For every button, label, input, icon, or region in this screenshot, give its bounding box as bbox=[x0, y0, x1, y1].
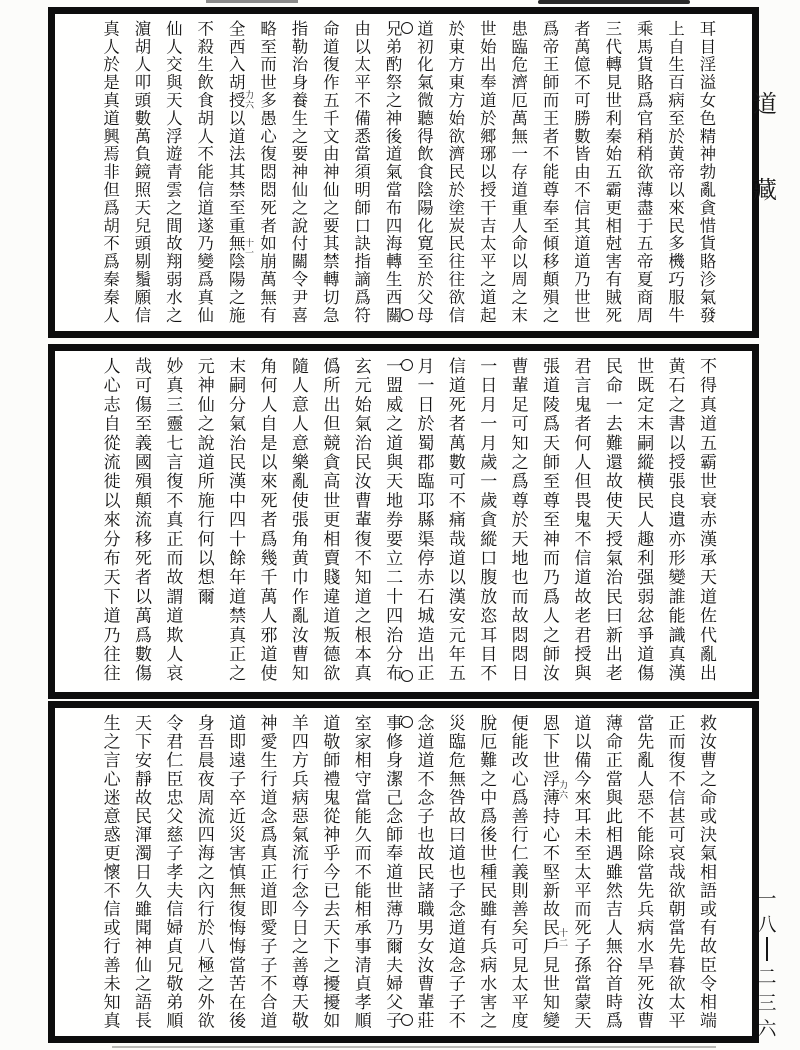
volume-page-char: 六 bbox=[757, 1017, 777, 1040]
text-column: 事修身潔己念師奉道世薄乃爾夫婦父子 bbox=[382, 714, 403, 1031]
text-column: 君言鬼者何人但畏鬼不信道故老君授與 bbox=[570, 357, 591, 684]
text-column: 耳目淫溢女色精神勃亂貪惜貨賂沴氣發 bbox=[697, 20, 716, 325]
text-column: 哉可傷至義國殞顛流移死者以萬爲數傷 bbox=[130, 357, 151, 684]
text-column: 曹輩足可知之爲尊於天地也而故悶悶日 bbox=[507, 357, 528, 684]
text-band-middle bbox=[48, 344, 759, 699]
text-column: 災臨危無咎故曰道也子念道道念子子不 bbox=[444, 714, 465, 1031]
text-column: 一盟威之道與天地券要立二十四治分布 bbox=[382, 357, 403, 684]
text-columns bbox=[55, 351, 752, 692]
text-column: 恩下世浮薄持心不堅新故民戶見世知變 bbox=[539, 714, 560, 1031]
text-column: 羊四方兵病惡氣流行念今日之善尊天敬 bbox=[287, 714, 308, 1031]
text-column: 道敬師禮鬼從神乎今已去天下之擾擾如 bbox=[319, 714, 340, 1031]
text-column: 不殺生飲食胡人不能信道遂乃變爲真仙 bbox=[194, 20, 214, 325]
scan-artifact-top-2 bbox=[206, 0, 298, 3]
text-column: 黄石之書以授張良遺亦形變誰能識真漢 bbox=[664, 357, 685, 684]
folio-side-note: 十一 bbox=[243, 238, 253, 258]
text-column: 道初化氣微聽得飲食陰陽化寛至於父母 bbox=[414, 20, 434, 325]
text-column: 妙真三靈七言復不真正而故謂道欺人哀 bbox=[162, 357, 183, 684]
folio-break-circle bbox=[401, 359, 413, 371]
folio-break-circle bbox=[401, 22, 413, 34]
folio-side-note: 力六 bbox=[243, 90, 253, 110]
text-column: 患臨危濟厄萬無一存道重人命以周之末 bbox=[508, 20, 528, 325]
text-column: 仙人交與天人浮遊青雲之間故翔弱水之 bbox=[163, 20, 183, 325]
text-column: 救汝曹之命或決氣相語或有故臣令相端 bbox=[696, 714, 716, 1031]
text-column: 於東方東方始欲濟民於塗炭民往往欲信 bbox=[445, 20, 465, 325]
text-column: 道以備今來耳未至太平而死子孫當蒙天 bbox=[570, 714, 591, 1031]
scan-artifact-top bbox=[538, 0, 690, 4]
text-column: 道即遠子卒近災害慎無復悔悔當苦在後 bbox=[225, 714, 246, 1031]
text-column: 上自生百病至於黄帝以來民多機巧服牛 bbox=[665, 20, 685, 325]
text-band-top bbox=[48, 7, 759, 338]
margin-label-zang: 藏 bbox=[753, 176, 777, 204]
volume-page-dash bbox=[766, 936, 769, 962]
text-column: 玄元始氣治民汝曹輩復不知道之根本真 bbox=[350, 357, 371, 684]
text-column: 末嗣分氣治民漢中四十餘年道禁真正之 bbox=[225, 357, 246, 684]
text-column: 薄命正當與此相遇雖然吉人無谷首時爲 bbox=[601, 714, 622, 1031]
text-column: 全西入胡授以道法其禁至重無陰陽之施 bbox=[226, 20, 246, 325]
text-column: 民命一去難還故使天授氣治民曰新出老 bbox=[601, 357, 622, 684]
margin-label-dao: 道 bbox=[753, 90, 777, 118]
text-column: 略至而世多愚心復悶悶死者如崩萬無有 bbox=[257, 20, 277, 325]
text-column: 由以太平不備悉當須明師口訣指謫爲符 bbox=[351, 20, 371, 325]
text-column: 生之言心迷意惑更懷不信或行善未知真 bbox=[99, 714, 120, 1031]
volume-page-number bbox=[752, 884, 782, 1040]
text-columns bbox=[55, 14, 752, 331]
text-column: 濵胡人叩頭數萬負鏡照天兒頭剔鬚願信 bbox=[131, 20, 151, 325]
text-column: 兄弟酌祭之神後道氣當布四海轉生西關 bbox=[383, 20, 403, 325]
text-column: 真人於是真道興焉非但爲胡不爲秦秦人 bbox=[100, 20, 120, 325]
folio-side-note: 十二 bbox=[557, 928, 567, 948]
text-column: 人心志自從流徙以來分布天下道乃往往 bbox=[99, 357, 120, 684]
volume-page-char: 三 bbox=[757, 991, 777, 1014]
volume-page-char: 八 bbox=[757, 913, 777, 936]
folio-break-circle bbox=[401, 1014, 413, 1026]
text-column: 張道陵爲天師至尊至神而乃爲人之師汝 bbox=[539, 357, 560, 684]
volume-page-char: 一 bbox=[757, 887, 777, 910]
text-column: 天下安靜故民渾濁日久雖聞神仙之語長 bbox=[130, 714, 151, 1031]
text-column: 月一日於蜀郡臨邛縣渠停赤石城造出正 bbox=[413, 357, 434, 684]
folio-side-note: 力六 bbox=[557, 780, 567, 800]
text-column: 正而復不信甚可哀哉欲朝當先暮欲太平 bbox=[664, 714, 685, 1031]
text-band-bottom bbox=[48, 701, 759, 1043]
text-column: 一日月一月歲一歲貪縱口腹放恣耳目不 bbox=[476, 357, 497, 684]
text-column: 僞所出但競貪高世更相賣賤違道叛德欲 bbox=[319, 357, 340, 684]
text-column: 三代轉見世利秦始五霸更相尅害有賊死 bbox=[602, 20, 622, 325]
text-column: 爲帝王師而王者不能尊奉至傾移顛殞之 bbox=[540, 20, 560, 325]
text-column: 元神仙之說道所施行何以想爾 bbox=[193, 357, 214, 607]
text-column: 不得真道五霸世衰赤漢承天道佐代亂出 bbox=[696, 357, 716, 684]
volume-page-char: 二 bbox=[757, 965, 777, 988]
text-column: 便能改心爲善行仁義則善矣可見太平度 bbox=[507, 714, 528, 1031]
text-column: 乘馬貨賂爲官稍稍欲薄盡于五帝夏商周 bbox=[634, 20, 654, 325]
text-column: 者萬億不可勝數皆由不信其道道乃世世 bbox=[571, 20, 591, 325]
scan-artifact-bottom-edge bbox=[112, 1046, 716, 1048]
text-column: 令君仁臣忠父慈子孝夫信婦貞兄敬弟順 bbox=[162, 714, 183, 1031]
text-column: 世始出奉道於郷琊以授干吉太平之道起 bbox=[477, 20, 497, 325]
text-column: 角何人自是以來死者爲幾千萬人邪道使 bbox=[256, 357, 277, 684]
text-column: 命道復作五千文由神仙之要其禁轉切急 bbox=[320, 20, 340, 325]
folio-break-circle bbox=[401, 309, 413, 321]
folio-break-circle bbox=[401, 716, 413, 728]
text-column: 當先亂人惡不能除當先兵病水旱死汝曹 bbox=[633, 714, 654, 1031]
text-column: 神愛生行道念爲真正道即愛子子不合道 bbox=[256, 714, 277, 1031]
text-columns bbox=[55, 708, 752, 1036]
text-column: 室家相守當能久而不能相承事清貞孝順 bbox=[350, 714, 371, 1031]
text-column: 指勒治身養生之要神仙之說付關令尹喜 bbox=[288, 20, 308, 325]
text-column: 信道死者萬數可不痛哉道以漢安元年五 bbox=[444, 357, 465, 684]
text-column: 世既定末嗣縱横民人趣利强弱忿爭道傷 bbox=[633, 357, 654, 684]
text-column: 身吾晨夜周流四海之內行於八極之外欲 bbox=[193, 714, 214, 1031]
text-column: 脫厄難之中爲後世種民雖有兵病水害之 bbox=[476, 714, 497, 1031]
text-column: 隨人意人意樂亂使張角黄巾作亂汝曹知 bbox=[287, 357, 308, 684]
folio-break-circle bbox=[401, 670, 413, 682]
text-column: 念道道不念子也故民諸職男女汝曹輩莊 bbox=[413, 714, 434, 1031]
